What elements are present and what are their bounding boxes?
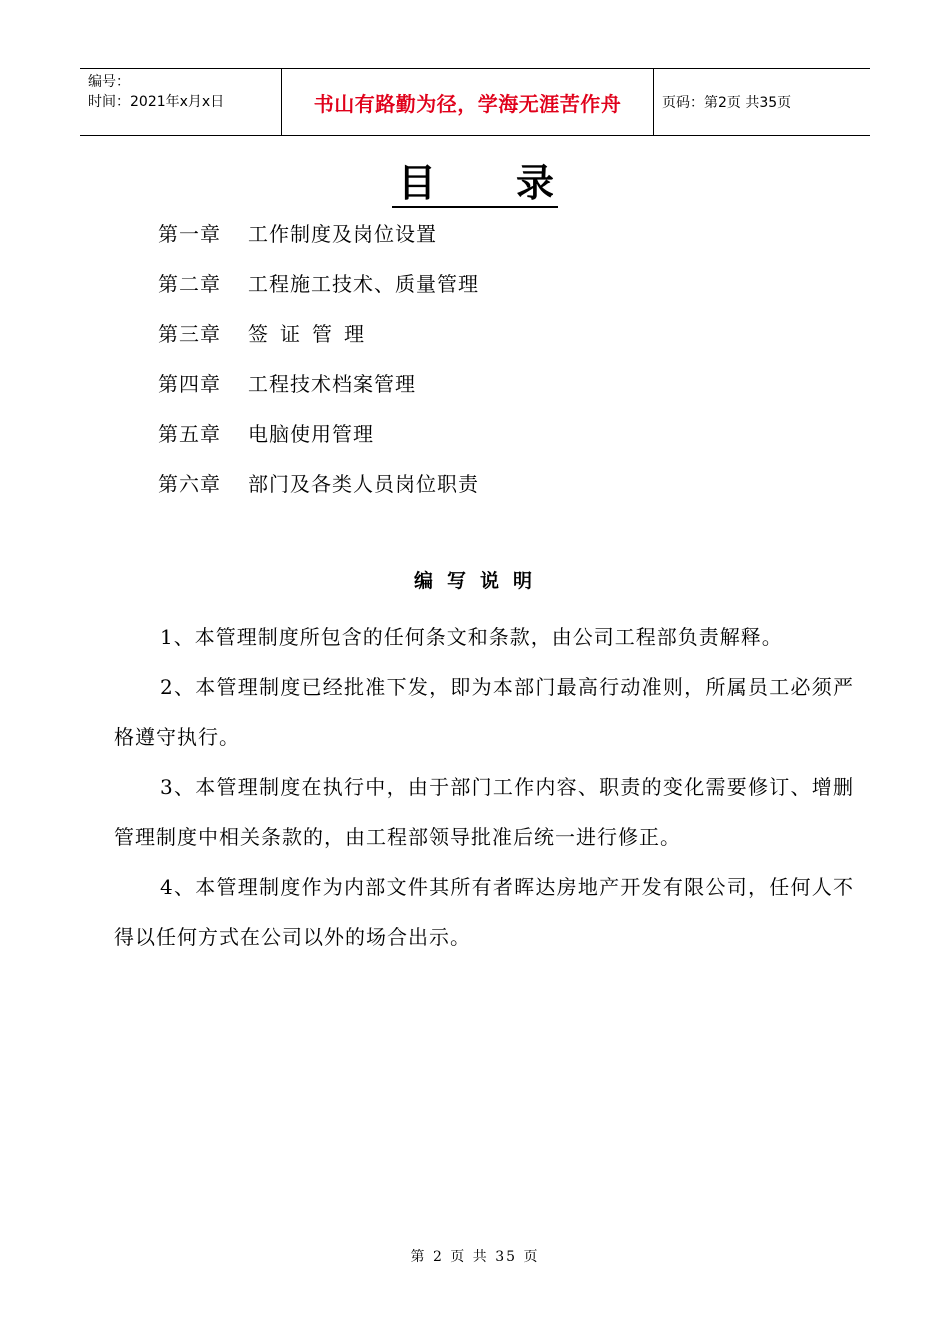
toc-chapter-name: 签证管理: [248, 322, 376, 346]
title-char-1: 目: [398, 161, 437, 205]
writing-notes: [114, 612, 854, 962]
note-paragraph: 1、本管理制度所包含的任何条文和条款，由公司工程部负责解释。: [160, 625, 783, 649]
toc-item[interactable]: [158, 318, 479, 368]
toc-item[interactable]: [158, 368, 479, 418]
toc-chapter-name: 工程技术档案管理: [248, 372, 416, 396]
header-page-info: 页码：第2页 共35页: [662, 95, 792, 111]
toc-item[interactable]: [158, 418, 479, 468]
page-header: [80, 68, 870, 136]
toc-chapter-name: 电脑使用管理: [248, 422, 374, 446]
section-title: 编写说明: [413, 570, 546, 592]
note-paragraph: 3、本管理制度在执行中，由于部门工作内容、职责的变化需要修订、增删管理制度中相关条款的，由工程部领导批准后统一进行修正。: [114, 775, 854, 849]
toc-item[interactable]: [158, 218, 479, 268]
header-motto: 书山有路勤为径，学海无涯苦作舟: [282, 69, 654, 135]
toc-chapter-name: 工作制度及岗位设置: [248, 222, 437, 246]
toc-chapter-number: 第三章: [158, 322, 221, 346]
toc-chapter-number: 第四章: [158, 372, 221, 396]
page-footer: 第 2 页 共 35 页: [410, 1249, 540, 1265]
toc-chapter-number: 第五章: [158, 422, 221, 446]
note-paragraph: 4、本管理制度作为内部文件其所有者晖达房地产开发有限公司，任何人不得以任何方式在公司以外的场合出示。: [114, 875, 854, 949]
toc-chapter-name: 工程施工技术、质量管理: [248, 272, 479, 296]
toc-chapter-number: 第六章: [158, 472, 221, 496]
toc-chapter-number: 第一章: [158, 222, 221, 246]
document-date: 时间：2021年x月x日: [88, 94, 225, 110]
toc-chapter-number: 第二章: [158, 272, 221, 296]
toc-item[interactable]: [158, 268, 479, 318]
header-meta: [80, 69, 282, 135]
table-of-contents: [158, 218, 479, 518]
page-title: [392, 160, 558, 208]
title-char-2: 录: [515, 161, 554, 205]
toc-chapter-name: 部门及各类人员岗位职责: [248, 472, 479, 496]
note-paragraph: 2、本管理制度已经批准下发，即为本部门最高行动准则，所属员工必须严格遵守执行。: [114, 675, 854, 749]
document-number-label: 编号：: [88, 74, 130, 90]
toc-item[interactable]: [158, 468, 479, 518]
